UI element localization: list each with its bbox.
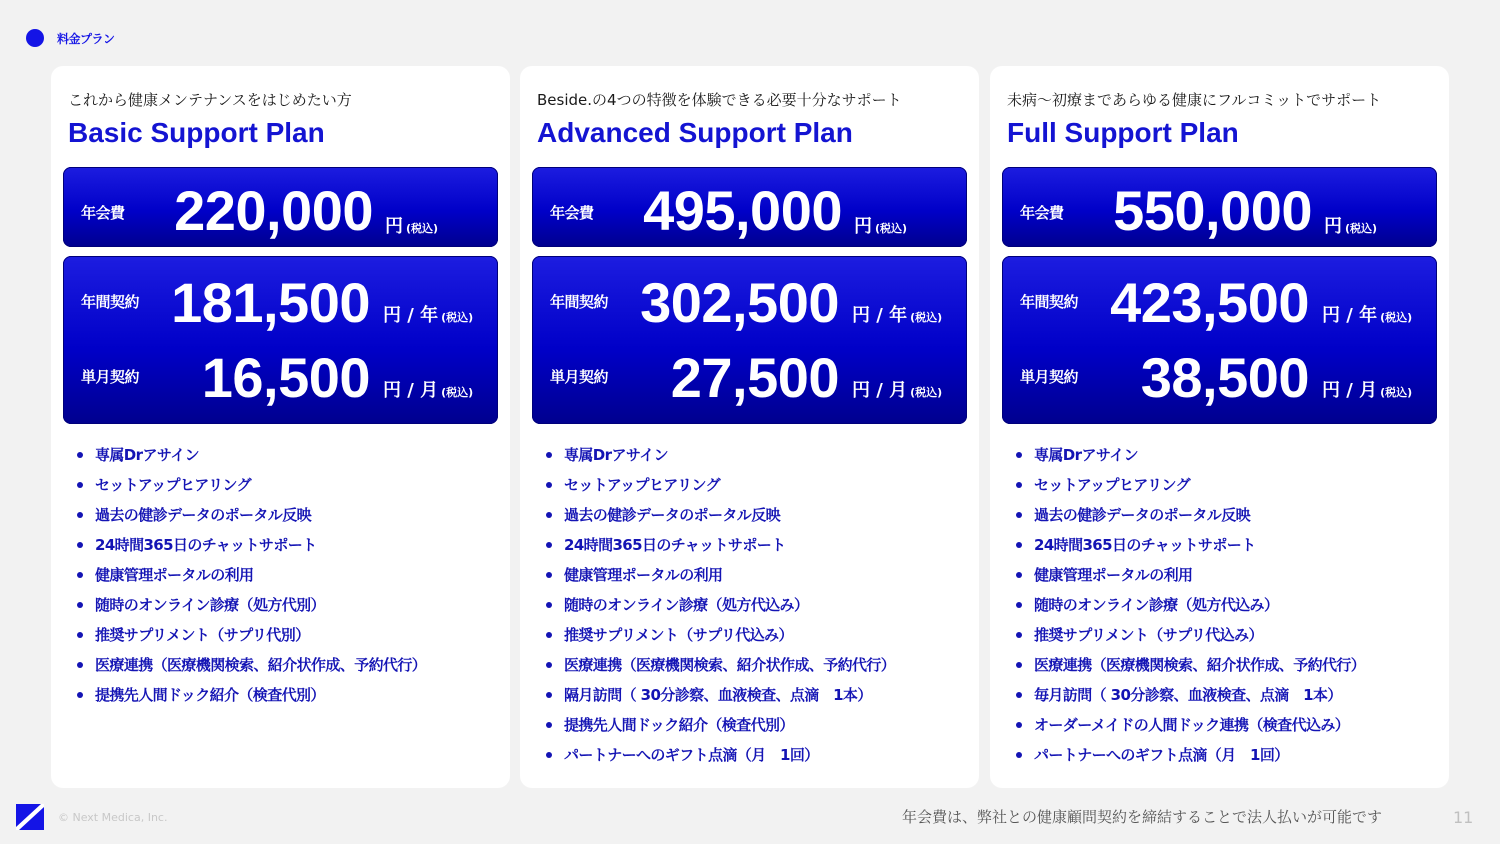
monthly-value: 38,500 (1140, 346, 1309, 409)
plan-card-basic (51, 66, 510, 788)
feature-item (1016, 624, 1365, 654)
annual-fee-box (63, 167, 498, 247)
feature-text: 24時間365日のチャットサポート (564, 536, 786, 554)
feature-text: 過去の健診データのポータル反映 (1034, 506, 1251, 524)
feature-text: 推奨サプリメント（サプリ代別） (95, 626, 310, 644)
feature-item (546, 654, 895, 684)
feature-text: 毎月訪問（ 30分診察、血液検査、点滴 1本） (1034, 686, 1342, 704)
bullet-icon (546, 602, 552, 608)
feature-item (1016, 684, 1365, 714)
annual-contract-row (1002, 264, 1437, 334)
feature-text: 隔月訪問（ 30分診察、血液検査、点滴 1本） (564, 686, 872, 704)
monthly-contract-row (532, 339, 967, 409)
bullet-icon (546, 662, 552, 668)
bullet-icon (1016, 602, 1022, 608)
feature-text: パートナーへのギフト点滴（月 1回） (1034, 746, 1289, 764)
feature-text: 随時のオンライン診療（処方代込み） (564, 596, 809, 614)
monthly-value: 16,500 (201, 346, 370, 409)
feature-list (546, 444, 895, 774)
feature-item (77, 534, 426, 564)
bullet-icon (546, 452, 552, 458)
feature-item (546, 444, 895, 474)
fee-unit: 円 (854, 216, 872, 237)
contract-price-box (532, 256, 967, 424)
fee-label: 年会費 (81, 204, 125, 222)
tax-note: (税込) (875, 222, 908, 235)
bullet-icon (1016, 662, 1022, 668)
bullet-icon (77, 692, 83, 698)
annual-unit: 円 / 年 (1322, 305, 1378, 326)
feature-text: 提携先人間ドック紹介（検査代別） (95, 686, 325, 704)
feature-item (546, 564, 895, 594)
feature-text: 提携先人間ドック紹介（検査代別） (564, 716, 794, 734)
plan-name: Full Support Plan (1007, 117, 1239, 148)
tax-note: (税込) (1345, 222, 1378, 235)
bullet-icon (1016, 452, 1022, 458)
fee-unit-group (854, 212, 907, 238)
plan-card-full (990, 66, 1449, 788)
annual-value: 181,500 (171, 271, 370, 334)
feature-item (546, 684, 895, 714)
annual-contract-row (532, 264, 967, 334)
fee-unit-group (1324, 212, 1377, 238)
tax-note: (税込) (910, 386, 943, 399)
monthly-unit: 円 / 月 (383, 380, 439, 401)
bullet-icon (77, 512, 83, 518)
bullet-icon (546, 512, 552, 518)
bullet-icon (77, 662, 83, 668)
tax-note: (税込) (910, 311, 943, 324)
monthly-contract-row (1002, 339, 1437, 409)
slide-header (26, 29, 115, 47)
feature-text: 健康管理ポータルの利用 (95, 566, 254, 584)
fee-value: 220,000 (174, 179, 373, 242)
bullet-icon (77, 482, 83, 488)
feature-list (1016, 444, 1365, 774)
feature-text: 過去の健診データのポータル反映 (95, 506, 312, 524)
plan-name: Basic Support Plan (68, 117, 325, 148)
feature-text: 医療連携（医療機関検索、紹介状作成、予約代行） (95, 656, 427, 674)
plan-subtitle: これから健康メンテナンスをはじめたい方 (68, 91, 352, 109)
feature-item (77, 444, 426, 474)
feature-item (546, 744, 895, 774)
monthly-unit-group (1322, 376, 1412, 402)
feature-item (1016, 714, 1365, 744)
feature-item (77, 654, 426, 684)
feature-text: 専属Drアサイン (1034, 446, 1138, 464)
feature-item (546, 474, 895, 504)
plan-name: Advanced Support Plan (537, 117, 853, 148)
feature-text: 過去の健診データのポータル反映 (564, 506, 781, 524)
tax-note: (税込) (406, 222, 439, 235)
feature-item (1016, 444, 1365, 474)
feature-item (77, 564, 426, 594)
bullet-icon (546, 542, 552, 548)
annual-unit: 円 / 年 (852, 305, 908, 326)
annual-unit: 円 / 年 (383, 305, 439, 326)
bullet-icon (1016, 722, 1022, 728)
feature-text: 健康管理ポータルの利用 (1034, 566, 1193, 584)
page-number: 11 (1453, 808, 1474, 827)
feature-text: 医療連携（医療機関検索、紹介状作成、予約代行） (564, 656, 896, 674)
fee-value: 550,000 (1113, 179, 1312, 242)
feature-text: 推奨サプリメント（サプリ代込み） (1034, 626, 1263, 644)
feature-text: 医療連携（医療機関検索、紹介状作成、予約代行） (1034, 656, 1366, 674)
annual-fee-box (532, 167, 967, 247)
tax-note: (税込) (1380, 386, 1413, 399)
feature-item (1016, 654, 1365, 684)
feature-text: 24時間365日のチャットサポート (95, 536, 317, 554)
annual-value: 423,500 (1110, 271, 1309, 334)
blue-dot-icon (26, 29, 44, 47)
feature-item (546, 624, 895, 654)
tax-note: (税込) (1380, 311, 1413, 324)
plan-card-advanced (520, 66, 979, 788)
plan-subtitle: Beside.の4つの特徴を体験できる必要十分なサポート (537, 91, 902, 109)
bullet-icon (77, 572, 83, 578)
tax-note: (税込) (441, 386, 474, 399)
monthly-unit: 円 / 月 (1322, 380, 1378, 401)
fee-label: 年会費 (1020, 204, 1064, 222)
bullet-icon (77, 602, 83, 608)
plan-subtitle: 未病～初療まであらゆる健康にフルコミットでサポート (1007, 91, 1382, 109)
feature-text: 専属Drアサイン (564, 446, 668, 464)
feature-text: パートナーへのギフト点滴（月 1回） (564, 746, 819, 764)
feature-text: オーダーメイドの人間ドック連携（検査代込み） (1034, 716, 1350, 734)
fee-unit: 円 (385, 216, 403, 237)
annual-label: 年間契約 (81, 293, 140, 311)
monthly-unit-group (383, 376, 473, 402)
annual-unit-group (852, 301, 942, 327)
feature-text: 専属Drアサイン (95, 446, 199, 464)
feature-item (1016, 744, 1365, 774)
annual-label: 年間契約 (550, 293, 609, 311)
bullet-icon (546, 692, 552, 698)
feature-item (77, 684, 426, 714)
diagonal-slash-logo-icon (16, 804, 44, 830)
annual-unit-group (383, 301, 473, 327)
feature-text: 随時のオンライン診療（処方代別） (95, 596, 325, 614)
monthly-label: 単月契約 (550, 368, 609, 386)
page-title: 料金プラン (57, 31, 115, 46)
annual-fee-box (1002, 167, 1437, 247)
feature-item (1016, 564, 1365, 594)
feature-text: 健康管理ポータルの利用 (564, 566, 723, 584)
bullet-icon (1016, 752, 1022, 758)
bullet-icon (546, 722, 552, 728)
feature-item (546, 594, 895, 624)
bullet-icon (1016, 482, 1022, 488)
annual-label: 年間契約 (1020, 293, 1079, 311)
feature-list (77, 444, 426, 714)
contract-price-box (1002, 256, 1437, 424)
bullet-icon (1016, 692, 1022, 698)
bullet-icon (546, 482, 552, 488)
fee-row (63, 172, 498, 242)
feature-item (546, 714, 895, 744)
bullet-icon (546, 632, 552, 638)
monthly-unit-group (852, 376, 942, 402)
monthly-value: 27,500 (670, 346, 839, 409)
bullet-icon (77, 632, 83, 638)
fee-unit: 円 (1324, 216, 1342, 237)
tax-note: (税込) (441, 311, 474, 324)
feature-text: 推奨サプリメント（サプリ代込み） (564, 626, 793, 644)
bullet-icon (546, 572, 552, 578)
feature-item (77, 624, 426, 654)
bullet-icon (1016, 632, 1022, 638)
feature-text: セットアップヒアリング (95, 476, 252, 494)
fee-label: 年会費 (550, 204, 594, 222)
copyright: © Next Medica, Inc. (58, 811, 168, 824)
bullet-icon (77, 452, 83, 458)
bullet-icon (1016, 512, 1022, 518)
fee-row (1002, 172, 1437, 242)
monthly-unit: 円 / 月 (852, 380, 908, 401)
fee-unit-group (385, 212, 438, 238)
monthly-label: 単月契約 (81, 368, 140, 386)
feature-item (1016, 594, 1365, 624)
feature-text: セットアップヒアリング (564, 476, 721, 494)
monthly-contract-row (63, 339, 498, 409)
bullet-icon (1016, 542, 1022, 548)
feature-item (77, 594, 426, 624)
fee-row (532, 172, 967, 242)
feature-item (546, 534, 895, 564)
feature-item (546, 504, 895, 534)
monthly-label: 単月契約 (1020, 368, 1079, 386)
annual-unit-group (1322, 301, 1412, 327)
feature-item (77, 504, 426, 534)
fee-value: 495,000 (643, 179, 842, 242)
feature-item (77, 474, 426, 504)
bullet-icon (77, 542, 83, 548)
bullet-icon (546, 752, 552, 758)
footnote: 年会費は、弊社との健康顧問契約を締結することで法人払いが可能です (902, 808, 1383, 826)
feature-item (1016, 534, 1365, 564)
feature-text: セットアップヒアリング (1034, 476, 1191, 494)
feature-text: 24時間365日のチャットサポート (1034, 536, 1256, 554)
annual-contract-row (63, 264, 498, 334)
bullet-icon (1016, 572, 1022, 578)
feature-item (1016, 474, 1365, 504)
feature-text: 随時のオンライン診療（処方代込み） (1034, 596, 1279, 614)
feature-item (1016, 504, 1365, 534)
contract-price-box (63, 256, 498, 424)
annual-value: 302,500 (640, 271, 839, 334)
